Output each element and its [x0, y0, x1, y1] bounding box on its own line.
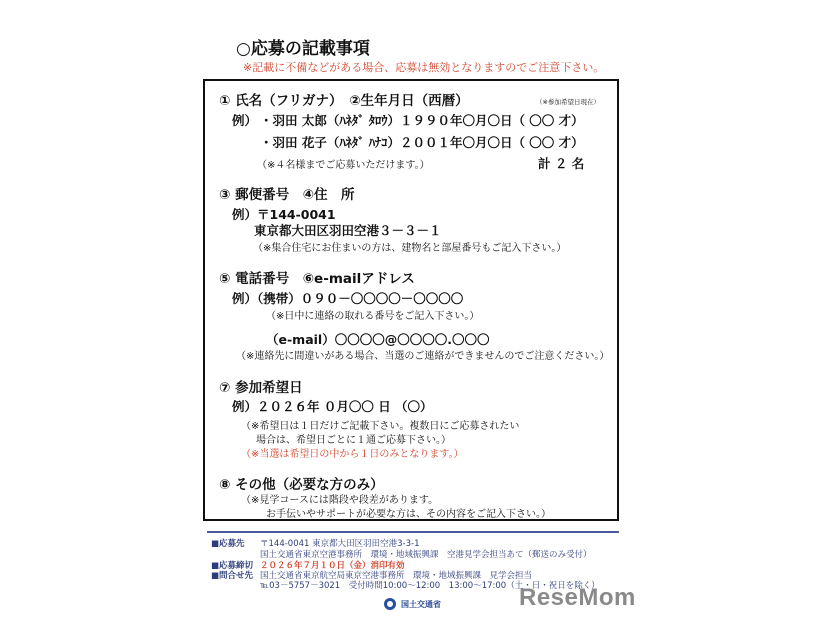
ministry-logo-text: 国土交通省: [401, 600, 441, 609]
contact-phone-hours: ℡03－5757－3021 受付時間10:00～12:00 13:00～17:00（土・日・祝日を除く）: [260, 581, 600, 591]
section-contact-heading: ⑤ 電話番号 ⑥e-mailアドレス: [219, 271, 415, 287]
contact-error-note: （※連絡先に間違いがある場合、当選のご連絡ができませんのでご注意ください。）: [236, 351, 610, 362]
phone-note: （※日中に連絡の取れる番号をご記入下さい。）: [266, 311, 480, 322]
page-title: ○応募の記載事項: [236, 39, 370, 59]
section-other-heading: ⑧ その他（必要な方のみ）: [219, 477, 384, 493]
example-address: 東京都大田区羽田空港３－３－１: [254, 223, 442, 238]
example-person-2: ・羽田 花子（ﾊﾈﾀﾞ ﾊﾅｺ）２００１年〇月〇日（ 〇〇 才）: [260, 135, 584, 150]
apartment-note: （※集合住宅にお住まいの方は、建物名と部屋番号もご記入下さい。）: [253, 243, 567, 254]
section-address-heading: ③ 郵便番号 ④住 所: [219, 187, 355, 203]
as-of-date-note: （※参加希望日現在）: [536, 98, 600, 106]
date-note-3: （※当選は希望日の中から１日のみとなります。）: [241, 449, 464, 460]
example-email: （e-mail）〇〇〇〇@〇〇〇〇.〇〇〇: [266, 332, 490, 347]
section-preferred-date-heading: ⑦ 参加希望日: [219, 380, 303, 396]
contact-office: 国土交通省東京航空局東京空港事務所 環境・地域振興課 見学会担当: [260, 571, 533, 581]
deadline-date: ２０２６年７月１０日（金）消印有効: [260, 561, 405, 571]
example-phone: 例）（携帯）０９０－〇〇〇〇－〇〇〇〇: [232, 291, 464, 306]
apply-address: 〒144-0041 東京都大田区羽田空港3-3-1: [260, 539, 420, 549]
example-preferred-date: 例）２０２６年 ０月〇〇 日 （〇）: [232, 399, 433, 414]
other-note-1: （※見学コースには階段や段差があります。: [241, 495, 439, 506]
apply-office: 国土交通省東京空港事務所 環境・地域振興課 空港見学会担当あて（郵送のみ受付）: [260, 550, 592, 560]
max-applicants-note: （※４名様までご応募いただけます。）: [257, 160, 430, 171]
deadline-label: ■応募締切: [211, 561, 254, 571]
contact-label: ■問合せ先: [211, 571, 254, 581]
date-note-1: （※希望日は１日だけご記載下さい。複数日にご応募されたい: [241, 421, 520, 432]
footer-divider: [207, 531, 619, 533]
total-count: 計 ２ 名: [538, 156, 585, 171]
example-label: 例）: [232, 113, 258, 128]
date-note-2: 場合は、希望日ごとに１通ご応募下さい。）: [256, 435, 451, 446]
watermark: ReseMom: [519, 584, 636, 611]
warning-note: ※記載に不備などがある場合、応募は無効となりますのでご注意下さい。: [243, 61, 605, 74]
apply-label: ■応募先: [211, 539, 245, 549]
section-name-birthdate-heading: ① 氏名（フリガナ） ②生年月日（西暦）: [219, 93, 469, 109]
example-postal-code: 例）〒144-0041: [232, 207, 336, 222]
other-note-2: お手伝いやサポートが必要な方は、その内容をご記入下さい。）: [266, 509, 551, 520]
example-person-1: ・羽田 太郎（ﾊﾈﾀﾞ ﾀﾛｳ）１９９０年〇月〇日（ 〇〇 才）: [260, 113, 584, 128]
ministry-logo-icon: [384, 598, 396, 610]
